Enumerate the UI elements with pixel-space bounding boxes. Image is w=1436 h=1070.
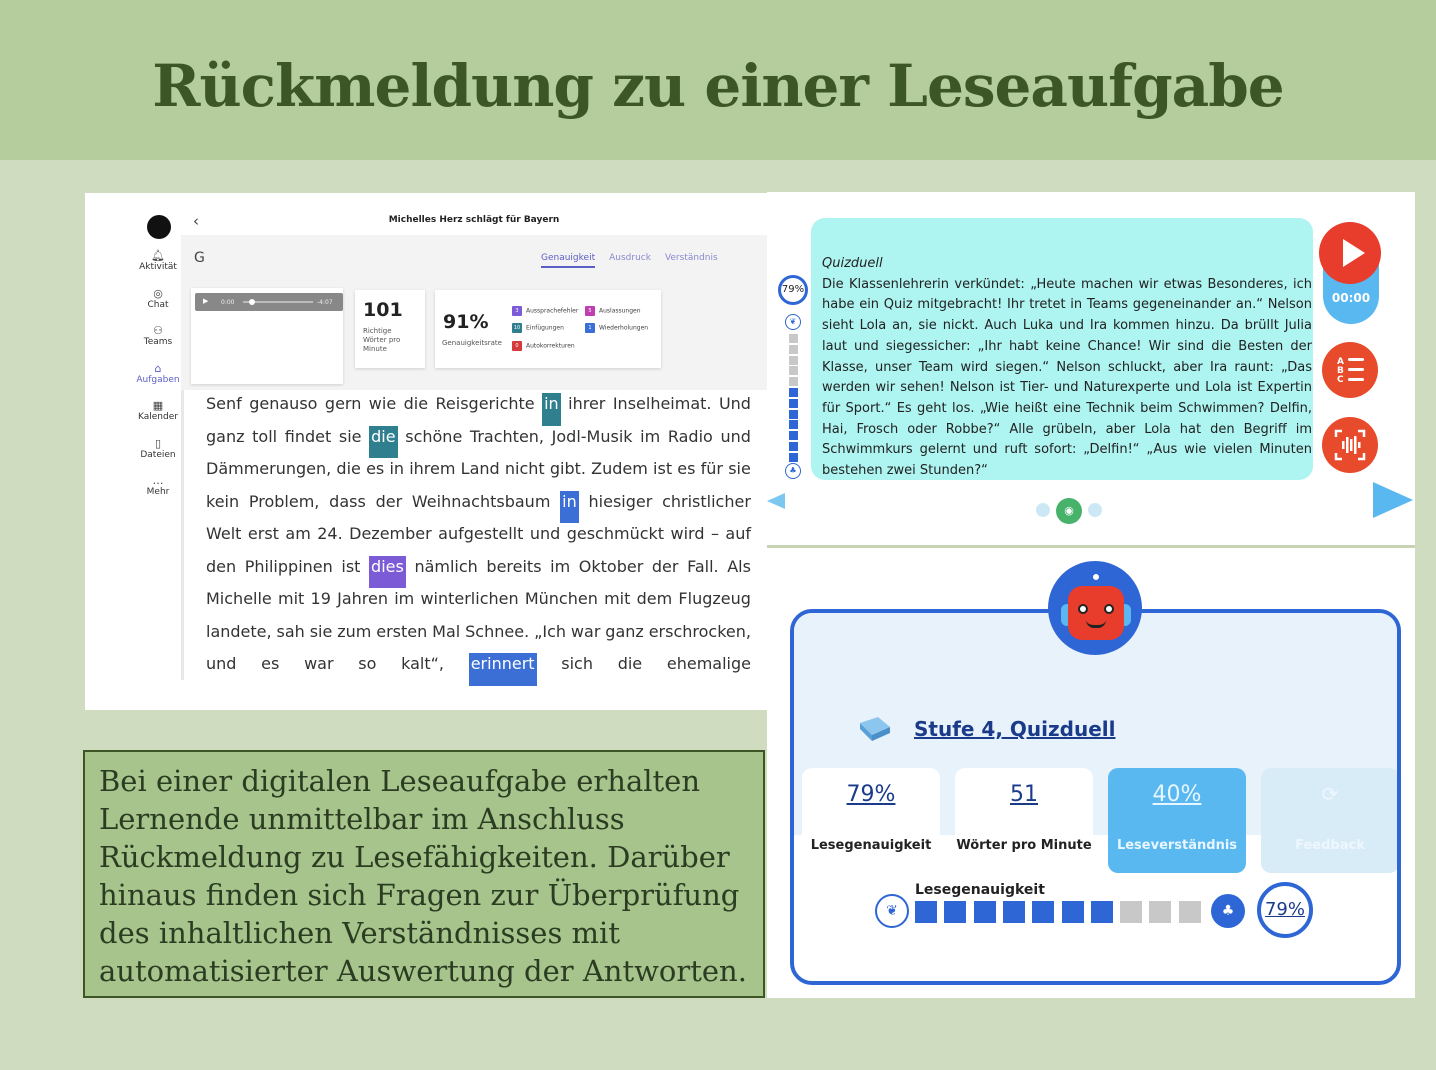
reading-line <box>206 393 751 426</box>
level-title: Stufe 4, Quizduell <box>914 717 1116 741</box>
reading-line <box>206 426 751 459</box>
progress-segment <box>789 431 798 440</box>
word: in <box>389 459 405 478</box>
nav-item-aufgaben[interactable] <box>131 362 185 385</box>
word: am <box>285 524 311 543</box>
word: sie <box>309 621 333 641</box>
wpm-label: Richtige Wörter pro Minute <box>363 327 401 353</box>
highlighted-word[interactable]: erinnert <box>469 653 537 686</box>
tile-value: 40% <box>1152 782 1202 807</box>
timer: 00:00 <box>1331 291 1371 305</box>
word: den <box>206 556 237 576</box>
reading-line <box>206 556 751 589</box>
word: die <box>336 459 361 478</box>
legend-count: 5 <box>585 306 595 316</box>
robot-face <box>1068 586 1124 640</box>
legend-item <box>585 306 641 316</box>
word: die <box>403 394 429 413</box>
word: schöne <box>405 426 463 446</box>
word: und <box>206 654 237 673</box>
description-box <box>83 750 765 998</box>
word: ist <box>341 556 361 576</box>
tab-genauigkeit[interactable]: Genauigkeit <box>541 253 595 268</box>
word: Michelle <box>206 589 272 608</box>
word: Welt <box>206 524 242 543</box>
play-icon[interactable]: ▶ <box>203 297 209 305</box>
legend-item <box>512 323 564 333</box>
progress-segment <box>789 356 798 365</box>
previous-arrow-icon[interactable] <box>767 493 785 509</box>
word: Inselheimat. <box>612 394 712 413</box>
quiz-text <box>822 254 1312 482</box>
nav-label: Aktivität <box>139 262 177 272</box>
word: ihrer <box>568 394 606 413</box>
tree-icon: ♣ <box>1211 894 1245 928</box>
result-screenshot <box>767 548 1415 998</box>
accuracy-segment <box>944 901 966 923</box>
legend-count: 0 <box>512 341 522 351</box>
reading-line <box>206 621 751 654</box>
description-text: Bei einer digitalen Leseaufgabe erhalten Lernende unmittelbar im Anschluss Rückmeldung zu Lesefähigkeiten. Darüber hinaus finden sich Fragen zur Überprüfung des inhaltlichen Verständnisses mit automatisierter Auswertung der Antworten. <box>99 764 747 988</box>
progress-segment <box>789 377 798 386</box>
word: Als <box>727 556 751 576</box>
reading-line <box>206 491 751 524</box>
legend-item <box>512 341 575 351</box>
tree-icon: ♣ <box>785 463 801 479</box>
abc-list-icon <box>1322 342 1378 398</box>
level-book-icon <box>856 715 894 743</box>
word: ganz <box>206 426 245 446</box>
word: – <box>710 524 719 543</box>
page-dot[interactable] <box>1036 503 1050 517</box>
word: so <box>358 654 377 673</box>
word: Dämmerungen, <box>206 459 332 478</box>
assignments-icon: ⌂ <box>154 361 162 375</box>
document-title: Michelles Herz schlägt für Bayern <box>388 215 560 225</box>
word: ihrem <box>409 459 456 478</box>
refresh-icon: ⟳ <box>1321 782 1339 806</box>
accuracy-segment <box>1032 901 1054 923</box>
word: dem <box>636 589 673 608</box>
word: für <box>700 459 724 478</box>
word: und <box>529 524 561 543</box>
word: kein <box>206 491 240 511</box>
svg-text:B: B <box>1337 366 1344 376</box>
word: im <box>394 589 415 608</box>
word: sie <box>338 426 362 446</box>
word: Weihnachtsbaum <box>411 491 551 511</box>
result-tile-wörter-pro-minute[interactable] <box>955 768 1093 873</box>
tile-value: 51 <box>1010 782 1038 807</box>
tile-value: 79% <box>846 782 896 807</box>
word: ganz <box>605 621 644 641</box>
teams-icon: ⚇ <box>153 324 163 337</box>
accuracy-segment <box>1179 901 1201 923</box>
teams-screenshot <box>85 193 767 710</box>
highlighted-word[interactable]: in <box>560 491 579 524</box>
progress-segment <box>789 334 798 343</box>
svg-text:C: C <box>1337 375 1344 385</box>
word: Und <box>718 394 751 413</box>
word: geschmückt <box>566 524 665 543</box>
robot-eye-left <box>1078 604 1088 614</box>
word: nicht <box>504 459 545 478</box>
word: im <box>640 426 661 446</box>
word: der <box>651 556 679 576</box>
tab-ausdruck[interactable]: Ausdruck <box>609 253 651 263</box>
word: Schnee. <box>465 621 530 641</box>
svg-text:A: A <box>1337 357 1344 367</box>
word: aufgestellt <box>438 524 524 543</box>
word: Philippinen <box>244 556 333 576</box>
legend-count: 10 <box>513 325 521 331</box>
chat-icon: ◎ <box>153 286 163 300</box>
nav-item-kalender[interactable] <box>131 399 185 422</box>
robot-eye-right <box>1104 604 1114 614</box>
teams-sidebar <box>85 193 181 710</box>
audio-current-time: 0:00 <box>221 299 235 306</box>
title-banner <box>0 0 1436 160</box>
bell-icon: 🔔︎ <box>151 249 165 262</box>
student-initial: G <box>194 250 205 266</box>
word: nämlich <box>414 556 478 576</box>
word: winterlichen <box>420 589 519 608</box>
legend-item <box>585 323 648 333</box>
legend-label: Auslassungen <box>599 307 641 315</box>
nav-label: Teams <box>143 337 173 347</box>
accuracy-segment <box>1091 901 1113 923</box>
word: es <box>677 459 696 478</box>
progress-segment <box>789 410 798 419</box>
highlighted-word[interactable]: die <box>369 426 397 459</box>
avatar[interactable] <box>147 215 171 239</box>
accuracy-segment <box>915 901 937 923</box>
word: Flugzeug <box>678 589 751 608</box>
word: Trachten, <box>469 426 545 446</box>
word: bereits <box>486 556 542 576</box>
reading-progress-percent: 79% <box>778 275 808 305</box>
nav-item-aktivität[interactable] <box>131 249 185 272</box>
slide-title: Rückmeldung zu einer Leseaufgabe <box>152 52 1284 120</box>
accuracy-segment <box>1149 901 1171 923</box>
word: es <box>261 654 280 673</box>
progress-segment <box>789 345 798 354</box>
word: 19 <box>310 589 331 608</box>
word: ist <box>653 459 673 478</box>
progress-segment <box>789 399 798 408</box>
word: und <box>720 426 751 446</box>
accuracy-bar-percent: 79% <box>1257 882 1313 938</box>
reading-line <box>206 653 751 686</box>
word: war <box>570 621 601 641</box>
highlighted-word[interactable]: in <box>542 393 561 426</box>
highlighted-word[interactable]: dies <box>369 556 406 589</box>
sprout-icon: ❦ <box>785 314 801 330</box>
tile-label: Feedback <box>1295 838 1365 853</box>
quiz-reading-screenshot <box>767 192 1415 545</box>
nav-label: Kalender <box>138 412 178 422</box>
word: es <box>366 459 385 478</box>
reading-line <box>206 458 751 491</box>
word: Mal <box>432 621 461 641</box>
result-card <box>790 609 1401 985</box>
word: ersten <box>376 621 428 641</box>
page-dot[interactable] <box>1088 503 1102 517</box>
quiz-body: Die Klassenlehrerin verkündet: „Heute machen wir etwas Besonderes, ich habe ein Quiz mitgebracht! Ihr tretet in Teams gegeneinander an.“ Nelson sieht Lola an, sie nickt. Auch Luka und Ira kommen hinzu. Da brüllt Julia laut und siegessicher: „Ihr habt keine Chance! Wir sind die Besten der Klasse, unser Team wird siegen.“ Nelson schluckt, aber Ira raunt: „Das werden wir sehen! Nelson ist Tier- und Naturexperte und Lola ist Expertin für Sport.“ Es geht los. „Wie heißt eine Technik beim Schwimmen? Delfin, Hai, Frosch oder Robbe?“ Alle grübeln, aber Lola hat den Begriff im Schwimmkurs gelernt und ruft sofort: „Delfin!“ „Aus wie vielen Minuten bestehen zwei Stunden?“ <box>822 276 1312 479</box>
audio-remaining-time: -4:07 <box>317 299 333 306</box>
word: Senf <box>206 394 242 413</box>
word: gibt. <box>549 459 586 478</box>
voice-record-button[interactable] <box>1322 417 1378 473</box>
word: München <box>524 589 598 608</box>
tile-label: Lesegenauigkeit <box>810 838 932 853</box>
word: „Ich <box>534 621 567 641</box>
word: erschrocken, <box>648 621 751 641</box>
voice-scan-icon <box>1322 417 1378 473</box>
word: mit <box>604 589 631 608</box>
word: Jodl-Musik <box>551 426 633 446</box>
word: Jahren <box>337 589 388 608</box>
word: kalt“, <box>401 654 444 673</box>
back-icon[interactable]: ‹ <box>193 212 199 230</box>
quiz-title: Quizduell <box>822 256 883 271</box>
tile-label: Leseverständnis <box>1116 838 1238 853</box>
accuracy-segment <box>974 901 996 923</box>
nav-item-teams[interactable] <box>131 324 185 347</box>
word: Radio <box>667 426 713 446</box>
robot-antenna <box>1091 572 1101 582</box>
wpm-value: 101 <box>363 299 403 321</box>
sprout-icon: ❦ <box>875 894 909 928</box>
word: ehemalige <box>666 654 751 673</box>
word: dass <box>329 491 366 511</box>
accuracy-label: Genauigkeitsrate <box>442 339 502 347</box>
nav-item-mehr[interactable] <box>131 474 185 497</box>
progress-segment <box>789 453 798 462</box>
reading-text <box>206 393 751 686</box>
progress-segment <box>789 442 798 451</box>
play-button[interactable] <box>1319 222 1381 284</box>
reading-line <box>206 588 751 621</box>
legend-label: Wiederholungen <box>599 324 649 332</box>
word: toll <box>252 426 278 446</box>
word: wird <box>670 524 705 543</box>
nav-label: Aufgaben <box>136 374 180 385</box>
word: wie <box>368 394 397 413</box>
legend-count: 3 <box>512 306 522 316</box>
result-tile-lesegenauigkeit[interactable] <box>802 768 940 873</box>
word: sie <box>728 459 751 478</box>
analysis-tabs <box>541 253 732 263</box>
legend-item <box>512 306 578 316</box>
calendar-icon: ▦ <box>152 399 164 412</box>
word: landete, <box>206 621 272 641</box>
progress-segment <box>789 420 798 429</box>
word: Dezember <box>349 524 432 543</box>
legend-count: 1 <box>585 323 595 333</box>
accuracy-value: 91% <box>443 311 489 333</box>
tab-verständnis[interactable]: Verständnis <box>664 253 718 263</box>
legend-label: Aussprachefehler <box>526 307 579 315</box>
audio-seek-handle[interactable] <box>249 299 255 305</box>
voice-page-icon[interactable]: ◉ <box>1056 498 1082 524</box>
word: sah <box>276 621 305 641</box>
word: die <box>617 654 643 673</box>
word: gern <box>324 394 362 413</box>
word: sich <box>561 654 593 673</box>
word: zum <box>337 621 372 641</box>
more-icon: … <box>152 474 164 487</box>
word: findet <box>284 426 332 446</box>
word: Land <box>460 459 500 478</box>
word: war <box>304 654 334 673</box>
result-tile-feedback[interactable] <box>1261 768 1399 873</box>
word: Oktober <box>578 556 644 576</box>
files-icon: ▯ <box>154 436 162 450</box>
word: hiesiger <box>588 491 653 511</box>
word: auf <box>725 524 751 543</box>
nav-label: Dateien <box>140 449 176 460</box>
word: im <box>550 556 571 576</box>
word: 24. <box>317 524 343 543</box>
word: Problem, <box>248 491 320 511</box>
nav-label: Chat <box>147 299 169 310</box>
nav-label: Mehr <box>146 487 170 497</box>
accuracy-segment <box>1062 901 1084 923</box>
progress-segment <box>789 388 798 397</box>
word: der <box>375 491 403 511</box>
accuracy-segment <box>1120 901 1142 923</box>
next-arrow-icon[interactable] <box>1373 482 1413 518</box>
nav-item-chat[interactable] <box>131 287 185 310</box>
legend-label: Autokorrekturen <box>526 342 575 350</box>
word: genauso <box>249 394 318 413</box>
word: Reisgerichte <box>435 394 535 413</box>
spelling-list-button[interactable] <box>1322 342 1378 398</box>
accuracy-bar-label: Lesegenauigkeit <box>915 882 1045 898</box>
word: Fall. <box>687 556 719 576</box>
word: erst <box>247 524 279 543</box>
nav-item-dateien[interactable] <box>131 437 185 460</box>
reading-line <box>206 523 751 556</box>
word: Zudem <box>591 459 648 478</box>
result-tile-leseverständnis[interactable] <box>1108 768 1246 873</box>
progress-segment <box>789 366 798 375</box>
word: mit <box>277 589 305 608</box>
word: christlicher <box>662 491 751 511</box>
tile-label: Wörter pro Minute <box>956 838 1092 853</box>
legend-label: Einfügungen <box>526 324 564 332</box>
audio-player[interactable] <box>195 293 343 311</box>
accuracy-segment <box>1003 901 1025 923</box>
